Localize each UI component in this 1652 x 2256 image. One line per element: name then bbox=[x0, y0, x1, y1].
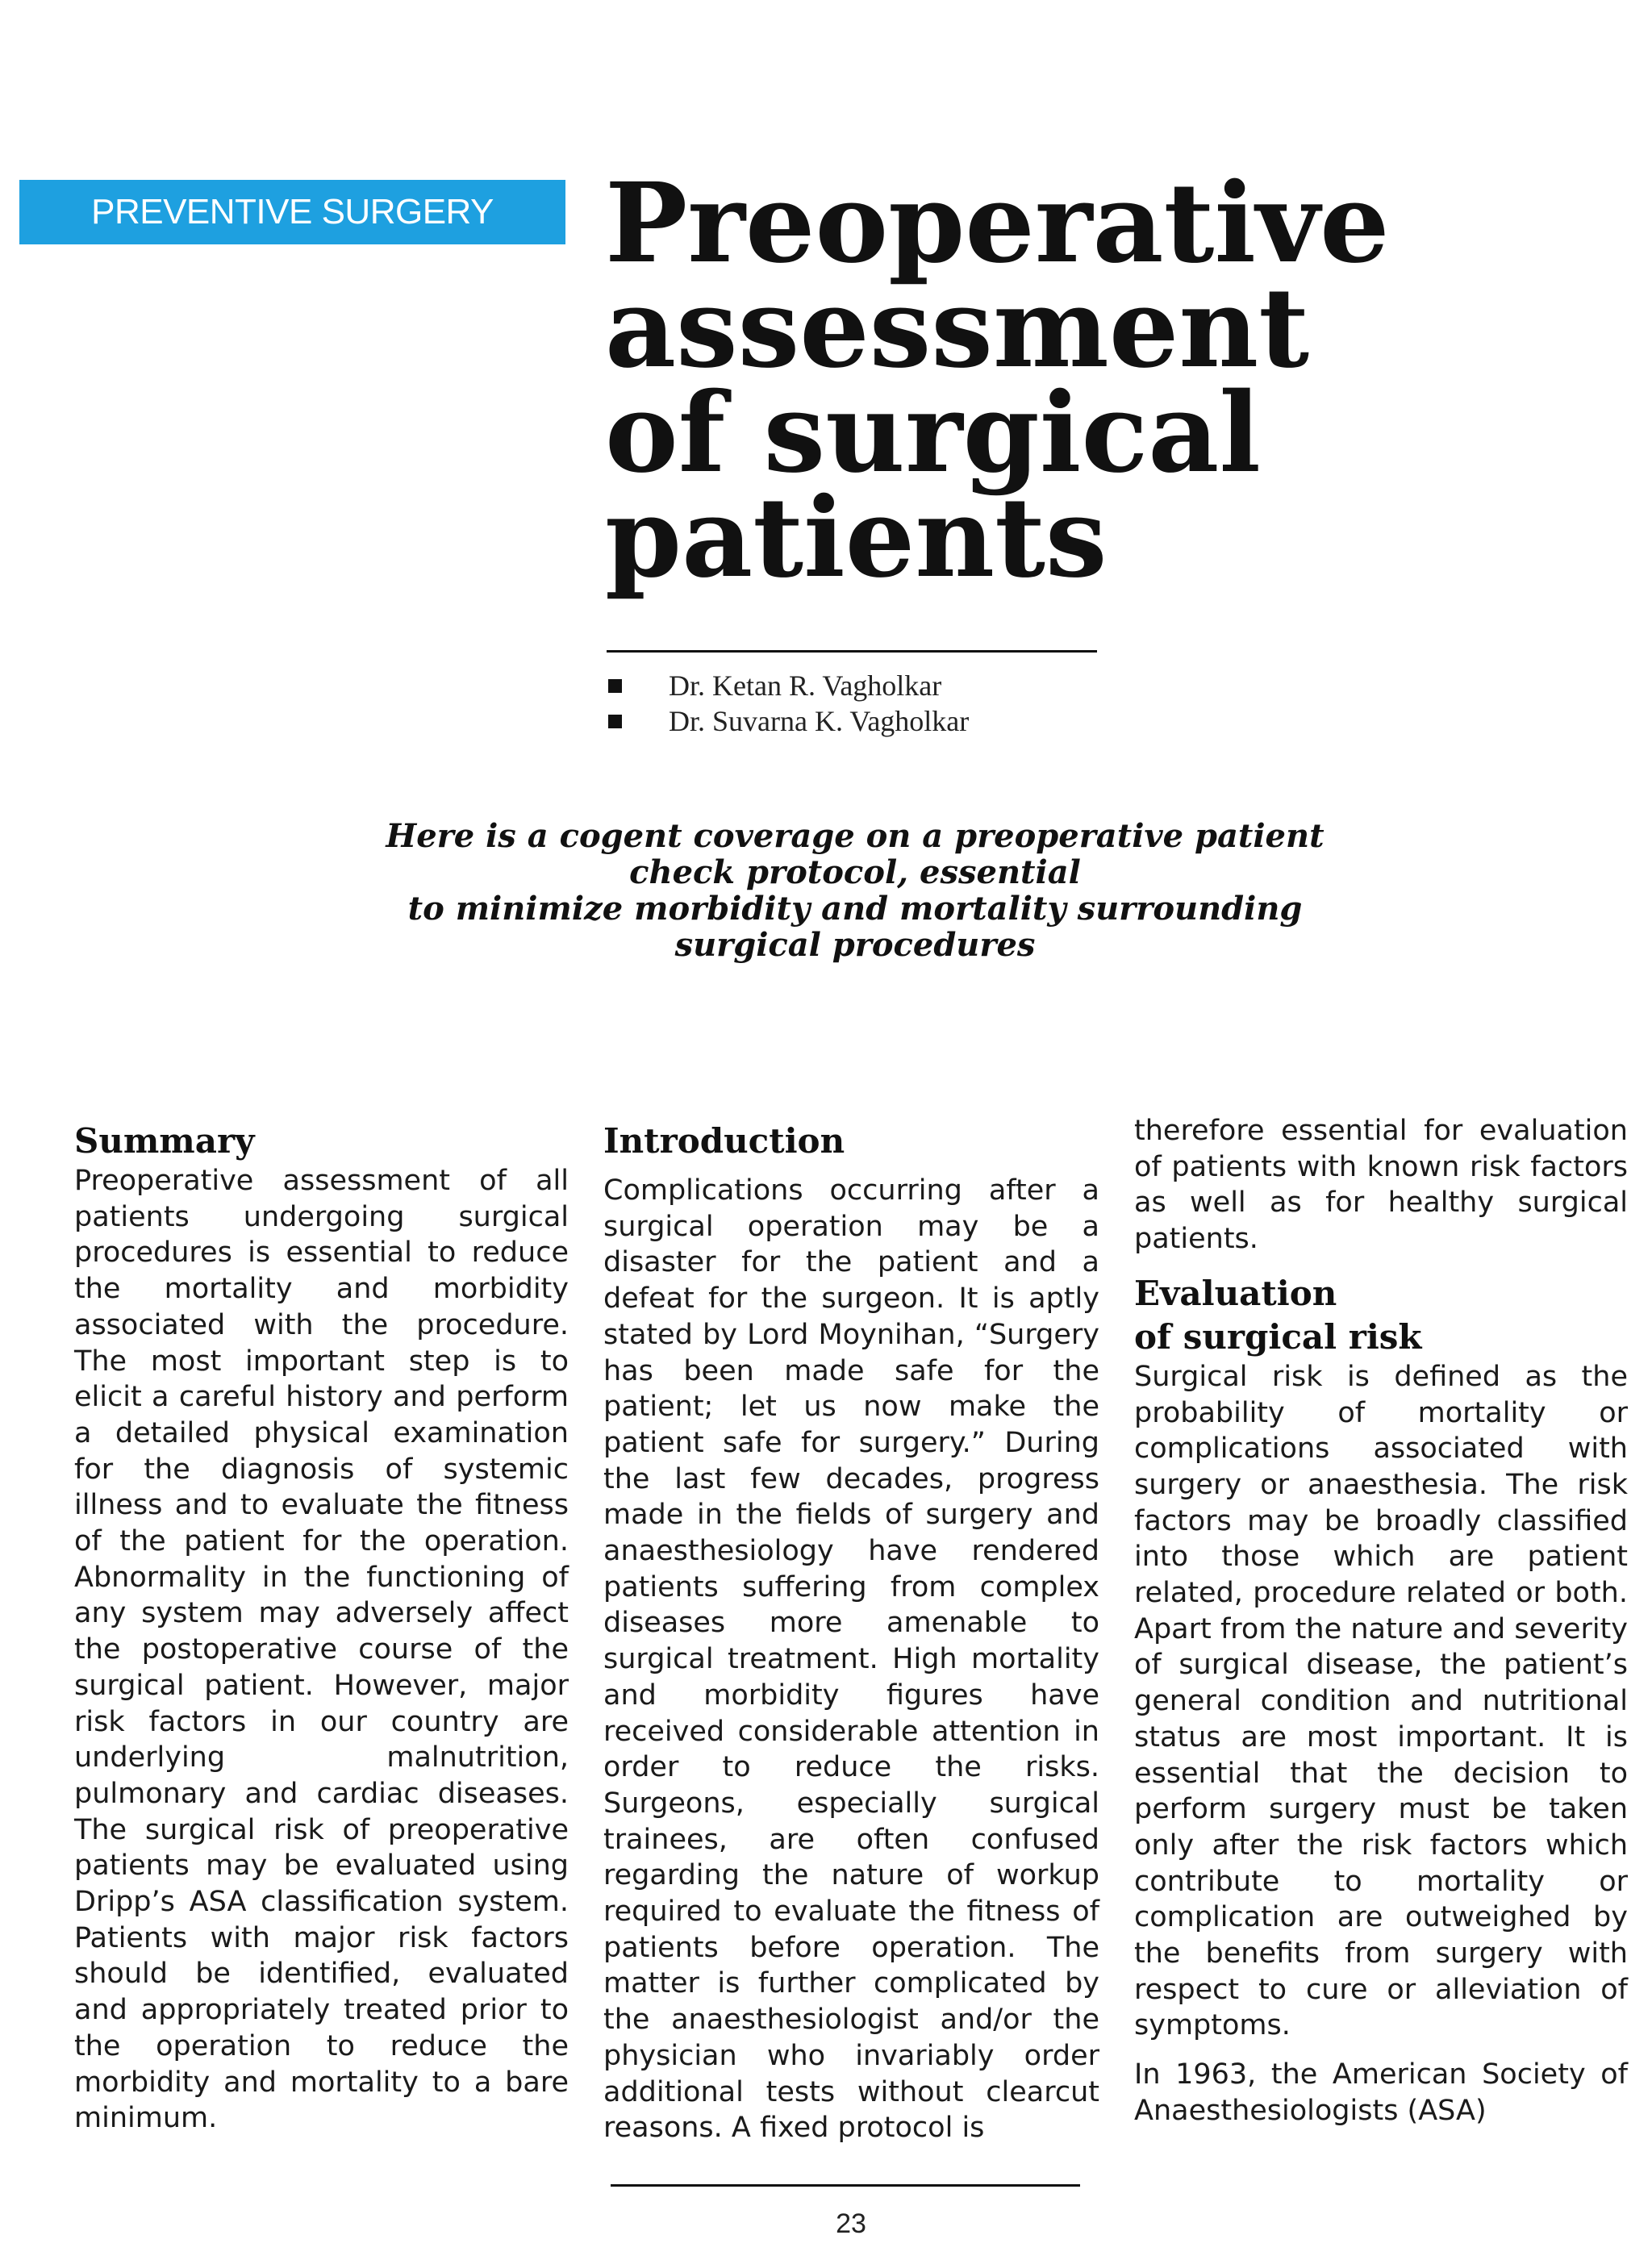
footer-divider bbox=[611, 2184, 1080, 2187]
summary-heading: Summary bbox=[74, 1121, 255, 1161]
deck-line: surgical procedures bbox=[674, 926, 1036, 964]
introduction-column bbox=[603, 1113, 1099, 2146]
title-line: Preoperative bbox=[605, 159, 1390, 288]
author-name: Dr. Suvarna K. Vagholkar bbox=[669, 705, 970, 737]
section-tag: PREVENTIVE SURGERY bbox=[19, 180, 565, 244]
square-bullet-icon bbox=[608, 679, 622, 693]
author-list bbox=[607, 668, 1252, 739]
article-deck bbox=[307, 818, 1404, 963]
author-item bbox=[607, 668, 1252, 703]
author-item bbox=[607, 703, 1252, 739]
introduction-text: Complications occurring after a surgical operation may be a disaster for the patient and a defeat for the surgeon. It is aptly stated by Lord Moynihan, “Surgery has been made safe for the patient; let us now make the patient safe for surgery.” During the last few decades, progress made in the fields of surgery and anaesthesiology have rendered patients suffering from complex diseases more amenable to surgical treatment. High mortality and morbidity figures have received considerable attention in order to reduce the risks. Surgeons, especially surgical trainees, are often confused regarding the nature of workup required to evaluate the fitness of patients before operation. The matter is further complicated by the anaesthesiologist and/or the physician who invariably order additional tests without clearcut reasons. A fixed protocol is bbox=[603, 1174, 1099, 2145]
asa-text: In 1963, the American Society of Anaesthesiologists (ASA) bbox=[1134, 2058, 1628, 2127]
page-number: 23 bbox=[836, 2208, 866, 2239]
title-divider bbox=[607, 650, 1097, 653]
title-line: patients bbox=[605, 473, 1108, 603]
square-bullet-icon bbox=[608, 715, 622, 728]
deck-line: Here is a cogent coverage on a preoperative patient bbox=[386, 817, 1325, 855]
continued-text: therefore essential for evaluation of patients with known risk factors as well as for healthy surgical patients. bbox=[1134, 1115, 1628, 1256]
title-line: assessment bbox=[605, 264, 1310, 393]
author-name: Dr. Ketan R. Vagholkar bbox=[669, 669, 942, 702]
title-line: of surgical bbox=[605, 369, 1262, 498]
introduction-heading: Introduction bbox=[603, 1121, 845, 1161]
heading-line: Evaluation bbox=[1134, 1273, 1337, 1313]
deck-line: check protocol, essential bbox=[629, 853, 1081, 891]
heading-line: of surgical risk bbox=[1134, 1316, 1422, 1357]
summary-text: Preoperative assessment of all patients undergoing surgical procedures is essential to reduce the mortality and morbidity associated with the procedure. The most important step is to elicit a careful history and perform a detailed physical examination for the diagnosis of systemic illness and to evaluate the fitness of the patient for the operation. Abnormality in the functioning of any system may adversely affect the postoperative course of the surgical patient. However, major risk factors in our country are underlying malnutrition, pulmonary and cardiac diseases. The surgical risk of preoperative patients may be evaluated using Dripp’s ASA classification system. Patients with major risk factors should be identified, evaluated and appropriately treated prior to the operation to reduce the morbidity and mortality to a bare minimum. bbox=[74, 1165, 569, 2135]
evaluation-heading bbox=[1134, 1272, 1628, 1359]
deck-line: to minimize morbidity and mortality surrounding bbox=[407, 890, 1303, 928]
article-title bbox=[605, 159, 1573, 603]
evaluation-text: Surgical risk is defined as the probability of mortality or complications associated with surgery or anaesthesia. The risk factors may be broadly classified into those which are patient related, procedure related or both. Apart from the nature and severity of surgical disease, the patient’s general condition and nutritional status are most important. It is essential that the decision to perform surgery must be taken only after the risk factors which contribute to mortality or complication are outweighed by the benefits from surgery with respect to cure or alleviation of symptoms. bbox=[1134, 1360, 1628, 2042]
third-column bbox=[1134, 1113, 1628, 2129]
summary-column bbox=[74, 1113, 569, 2137]
